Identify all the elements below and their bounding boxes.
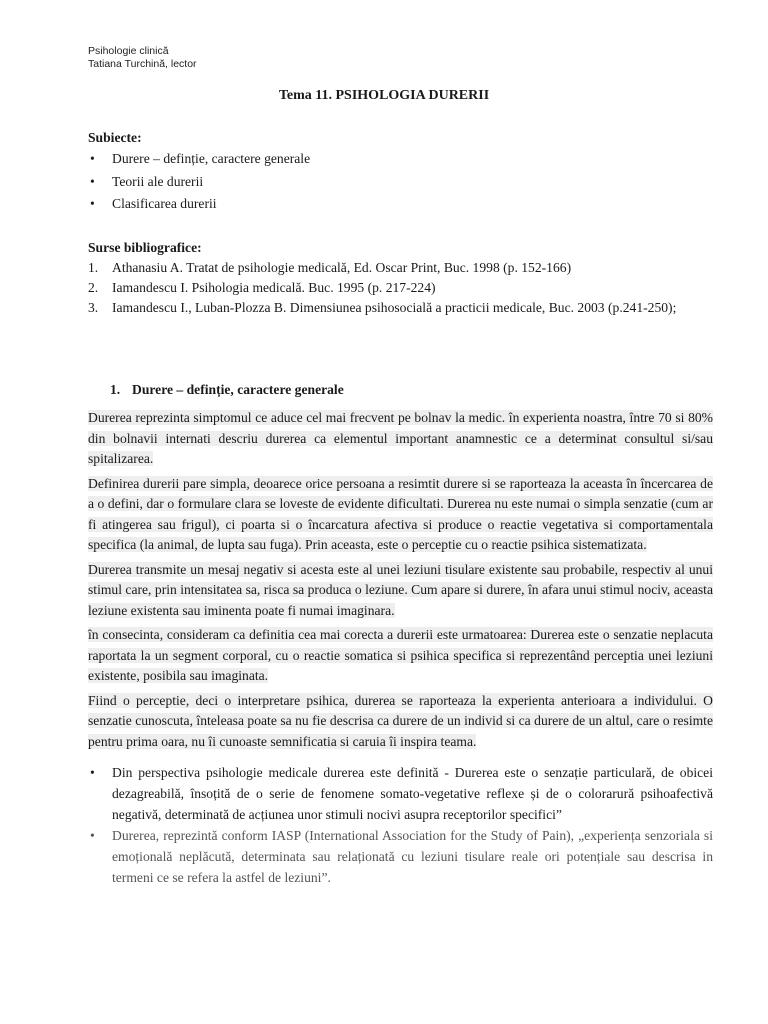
reference-text: Iamandescu I. Psihologia medicală. Buc. 1995 (p. 217-224) — [112, 280, 436, 295]
paragraph-text: Fiind o perceptie, deci o interpretare psihica, durerea se raporteaza la experienta anterioara a individului. O senzatie cunoscuta, înteleasa poate sa nu fie descrisa ca durere de un individ si ca durere de un altul, care o resimte pentru prima oara, nu îi cunoaste semnificatia si caruia îi inspira teama. — [88, 692, 713, 749]
list-item: • Teorii ale durerii — [88, 171, 713, 194]
list-item — [88, 298, 713, 318]
section-number: 1. — [110, 382, 121, 397]
subjects-section — [88, 128, 713, 216]
bibliography-list — [88, 258, 713, 318]
list-number: 1. — [88, 260, 99, 275]
paragraph — [88, 474, 713, 556]
list-item — [88, 278, 713, 298]
definitions-list — [88, 762, 713, 888]
section-1 — [88, 380, 713, 888]
list-number: 2. — [88, 280, 99, 295]
paragraph-text: Durerea reprezinta simptomul ce aduce cel mai frecvent pe bolnav la medic. în experienta noastra, între 70 si 80% din bolnavii internati descriu durerea ca elementul important anamnestic ce a determinat consultul si/sau spitalizarea. — [88, 410, 713, 466]
subjects-heading: Subiecte: — [88, 130, 142, 145]
document-header — [88, 45, 197, 71]
subjects-list — [88, 148, 713, 216]
reference-text: Athanasiu A. Tratat de psihologie medicală, Ed. Oscar Print, Buc. 1998 (p. 152-166) — [112, 260, 572, 275]
list-item: • Durerea, reprezintă conform IASP (International Association for the Study of Pain), „experiența senzoriala si emoțională neplăcută, determinata sau relaționată cu leziuni tisulare reale ori potențiale sau descrisa in termeni ce se refera la astfel de leziuni”. — [88, 825, 713, 888]
course-name: Psihologie clinică — [88, 45, 169, 57]
paragraph-text: Definirea durerii pare simpla, deoarece orice persoana a resimtit durere si se raporteaza la aceasta în încercarea de a o defini, dar o formulare clara se loveste de evidente dificultati. Durerea nu este numai o simpla senzatie (cum ar fi atingerea sau frigul), ci poarta si o încarcatura afectiva si produce o reactie vegetativa si comportamentala specifica (la animal, de lupta sau fuga). Prin aceasta, este o perceptie cu o reactie psihica sistematizata. — [88, 475, 713, 552]
list-number: 3. — [88, 300, 99, 315]
list-item: • Din perspectiva psihologie medicale durerea este definită - Durerea este o senzație particulară, de obicei dezagreabilă, însoțită de o serie de fenomene somato-vegetative reflexe și de o colorarură psihoafectivă negativă, determinată de acțiunea unor stimuli nocivi asupra receptorilor specifici” — [88, 762, 713, 825]
page-title: Tema 11. PSIHOLOGIA DURERII — [278, 88, 490, 103]
paragraph — [88, 625, 713, 687]
list-item — [88, 258, 713, 278]
paragraph-text: în consecinta, consideram ca definitia cea mai corecta a durerii este urmatoarea: Durerea este o senzatie neplacuta raportata la un segment corporal, cu o reactie somatica si psihica specifica si reprezentând perceptia unei leziuni existente, posibila sau imaginata. — [88, 627, 713, 683]
section-heading — [88, 380, 713, 400]
list-item: • Durere – definție, caractere generale — [88, 148, 713, 171]
paragraph — [88, 560, 713, 622]
list-item: • Clasificarea durerii — [88, 193, 713, 216]
paragraph-text: Durerea transmite un mesaj negativ si acesta este al unei leziuni tisulare existente sau probabile, respectiv al unui stimul care, prin intensitatea sa, risca sa produca o leziune. Cum apare si durere, în afara unui stimul nociv, aceasta leziune existenta sau iminenta poate fi numai imaginara. — [88, 561, 713, 618]
reference-text: Iamandescu I., Luban-Plozza B. Dimensiunea psihosocială a practicii medicale, Buc. 2003 (p.241-250); — [112, 300, 677, 315]
bibliography-section — [88, 238, 713, 318]
author-name: Tatiana Turchină, lector — [88, 58, 197, 70]
paragraph — [88, 691, 713, 753]
bibliography-heading: Surse bibliografice: — [88, 240, 202, 255]
section-title: Durere – definție, caractere generale — [132, 382, 344, 397]
paragraph — [88, 408, 713, 470]
